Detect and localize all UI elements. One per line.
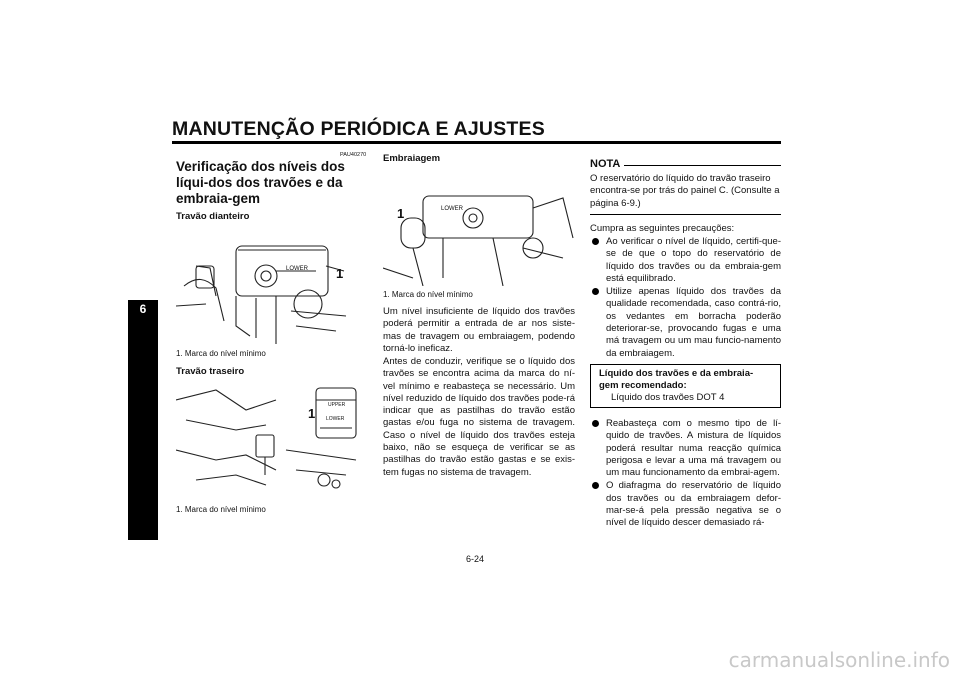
clutch-lower-label: LOWER [441,206,464,212]
list-item [590,236,781,285]
note-text: O reservatório do líquido do travão traseiro encontra-se por trás do painel C. (Consulte a página 6-9.) [590,173,780,209]
clutch-callout: 1 [397,206,405,221]
rear-lower-label: LOWER [326,416,345,422]
section-title: Verificação dos níveis dos líqui-dos dos travões e da embraia-gem [176,159,345,206]
front-brake-caption: 1. Marca do nível mínimo [176,349,266,358]
rear-upper-label: UPPER [328,402,346,408]
chapter-tab-number: 6 [139,302,147,316]
precautions-list [590,236,781,361]
bullet-icon [592,482,599,489]
list-item-text: Ao verificar o nível de líquido, certifi-que-se de que o topo do reservatório de líquido dos travões ou da embraia-gem está equilibrado. [606,236,781,284]
header-rule [172,141,781,144]
list-item [590,418,781,479]
note-top-rule [624,165,781,166]
precautions-list-2 [590,418,781,531]
clutch-heading: Embraiagem [383,153,441,164]
front-brake-figure [176,226,366,346]
clutch-paragraph-2: Antes de conduzir, verifique se o líquido dos travões se encontra acima da marca do ní-vel mínimo e reabasteça se necessário. Um nível reduzido de líquido dos travões pode-rá indicar que as pastilhas do travão estão gastas e/ou fuga no sistema de travagem. Caso o nível de líquido dos travões esteja baixo, não se esqueça de verificar se as pastilhas do travão estão gastas e se exis-tem fugas no sistema de travagem. [383,356,575,478]
chapter-tab [128,300,158,540]
recommended-fluid-box [590,364,781,408]
front-brake-heading: Travão dianteiro [176,211,250,222]
recommended-fluid-title: Líquido dos travões e da embraia-gem recomendado: [599,368,754,391]
note-bottom-rule [590,214,781,215]
front-callout: 1 [336,266,344,281]
page-number: 6-24 [466,554,485,564]
section-code: PAU40270 [340,152,367,158]
rear-brake-heading: Travão traseiro [176,366,245,377]
watermark: carmanualsonline.info [728,648,950,672]
rear-brake-caption: 1. Marca do nível mínimo [176,505,266,514]
bullet-icon [592,288,599,295]
front-lower-label: LOWER [286,266,309,272]
bullet-icon [592,238,599,245]
list-item-text: Reabasteça com o mesmo tipo de lí-quido de travões. A mistura de líquidos poderá resultar numa reacção química perigosa e levar a uma má travagem ou um mau funcionamento da embrai-agem. [606,418,781,479]
clutch-caption: 1. Marca do nível mínimo [383,290,473,299]
list-item [590,480,781,529]
list-item-text: Utilize apenas líquido dos travões da qualidade recomendada, caso contrá-rio, os vedantes em borracha poderão deteriorar-se, provocando fugas e uma má travagem ou um mau funcio-namento da embraiagem. [606,286,781,359]
clutch-paragraph-1: Um nível insuficiente de líquido dos travões poderá permitir a entrada de ar nos siste-mas de travagem ou embraiagem, podendo torná-lo ineficaz. [383,306,575,354]
recommended-fluid-value: Líquido dos travões DOT 4 [611,392,725,403]
precautions-intro: Cumpra as seguintes precauções: [590,223,735,234]
list-item-text: O diafragma do reservatório de líquido dos travões ou da embraiagem defor-mar-se-á pela pressão negativa se o nível de líquido descer demasiado rá- [606,480,781,529]
rear-callout: 1 [308,406,316,421]
clutch-figure [383,168,575,286]
bullet-icon [592,420,599,427]
rear-brake-figure [176,380,366,500]
note-label: NOTA [590,158,621,170]
list-item [590,286,781,360]
page-header-title: MANUTENÇÃO PERIÓDICA E AJUSTES [172,118,545,140]
